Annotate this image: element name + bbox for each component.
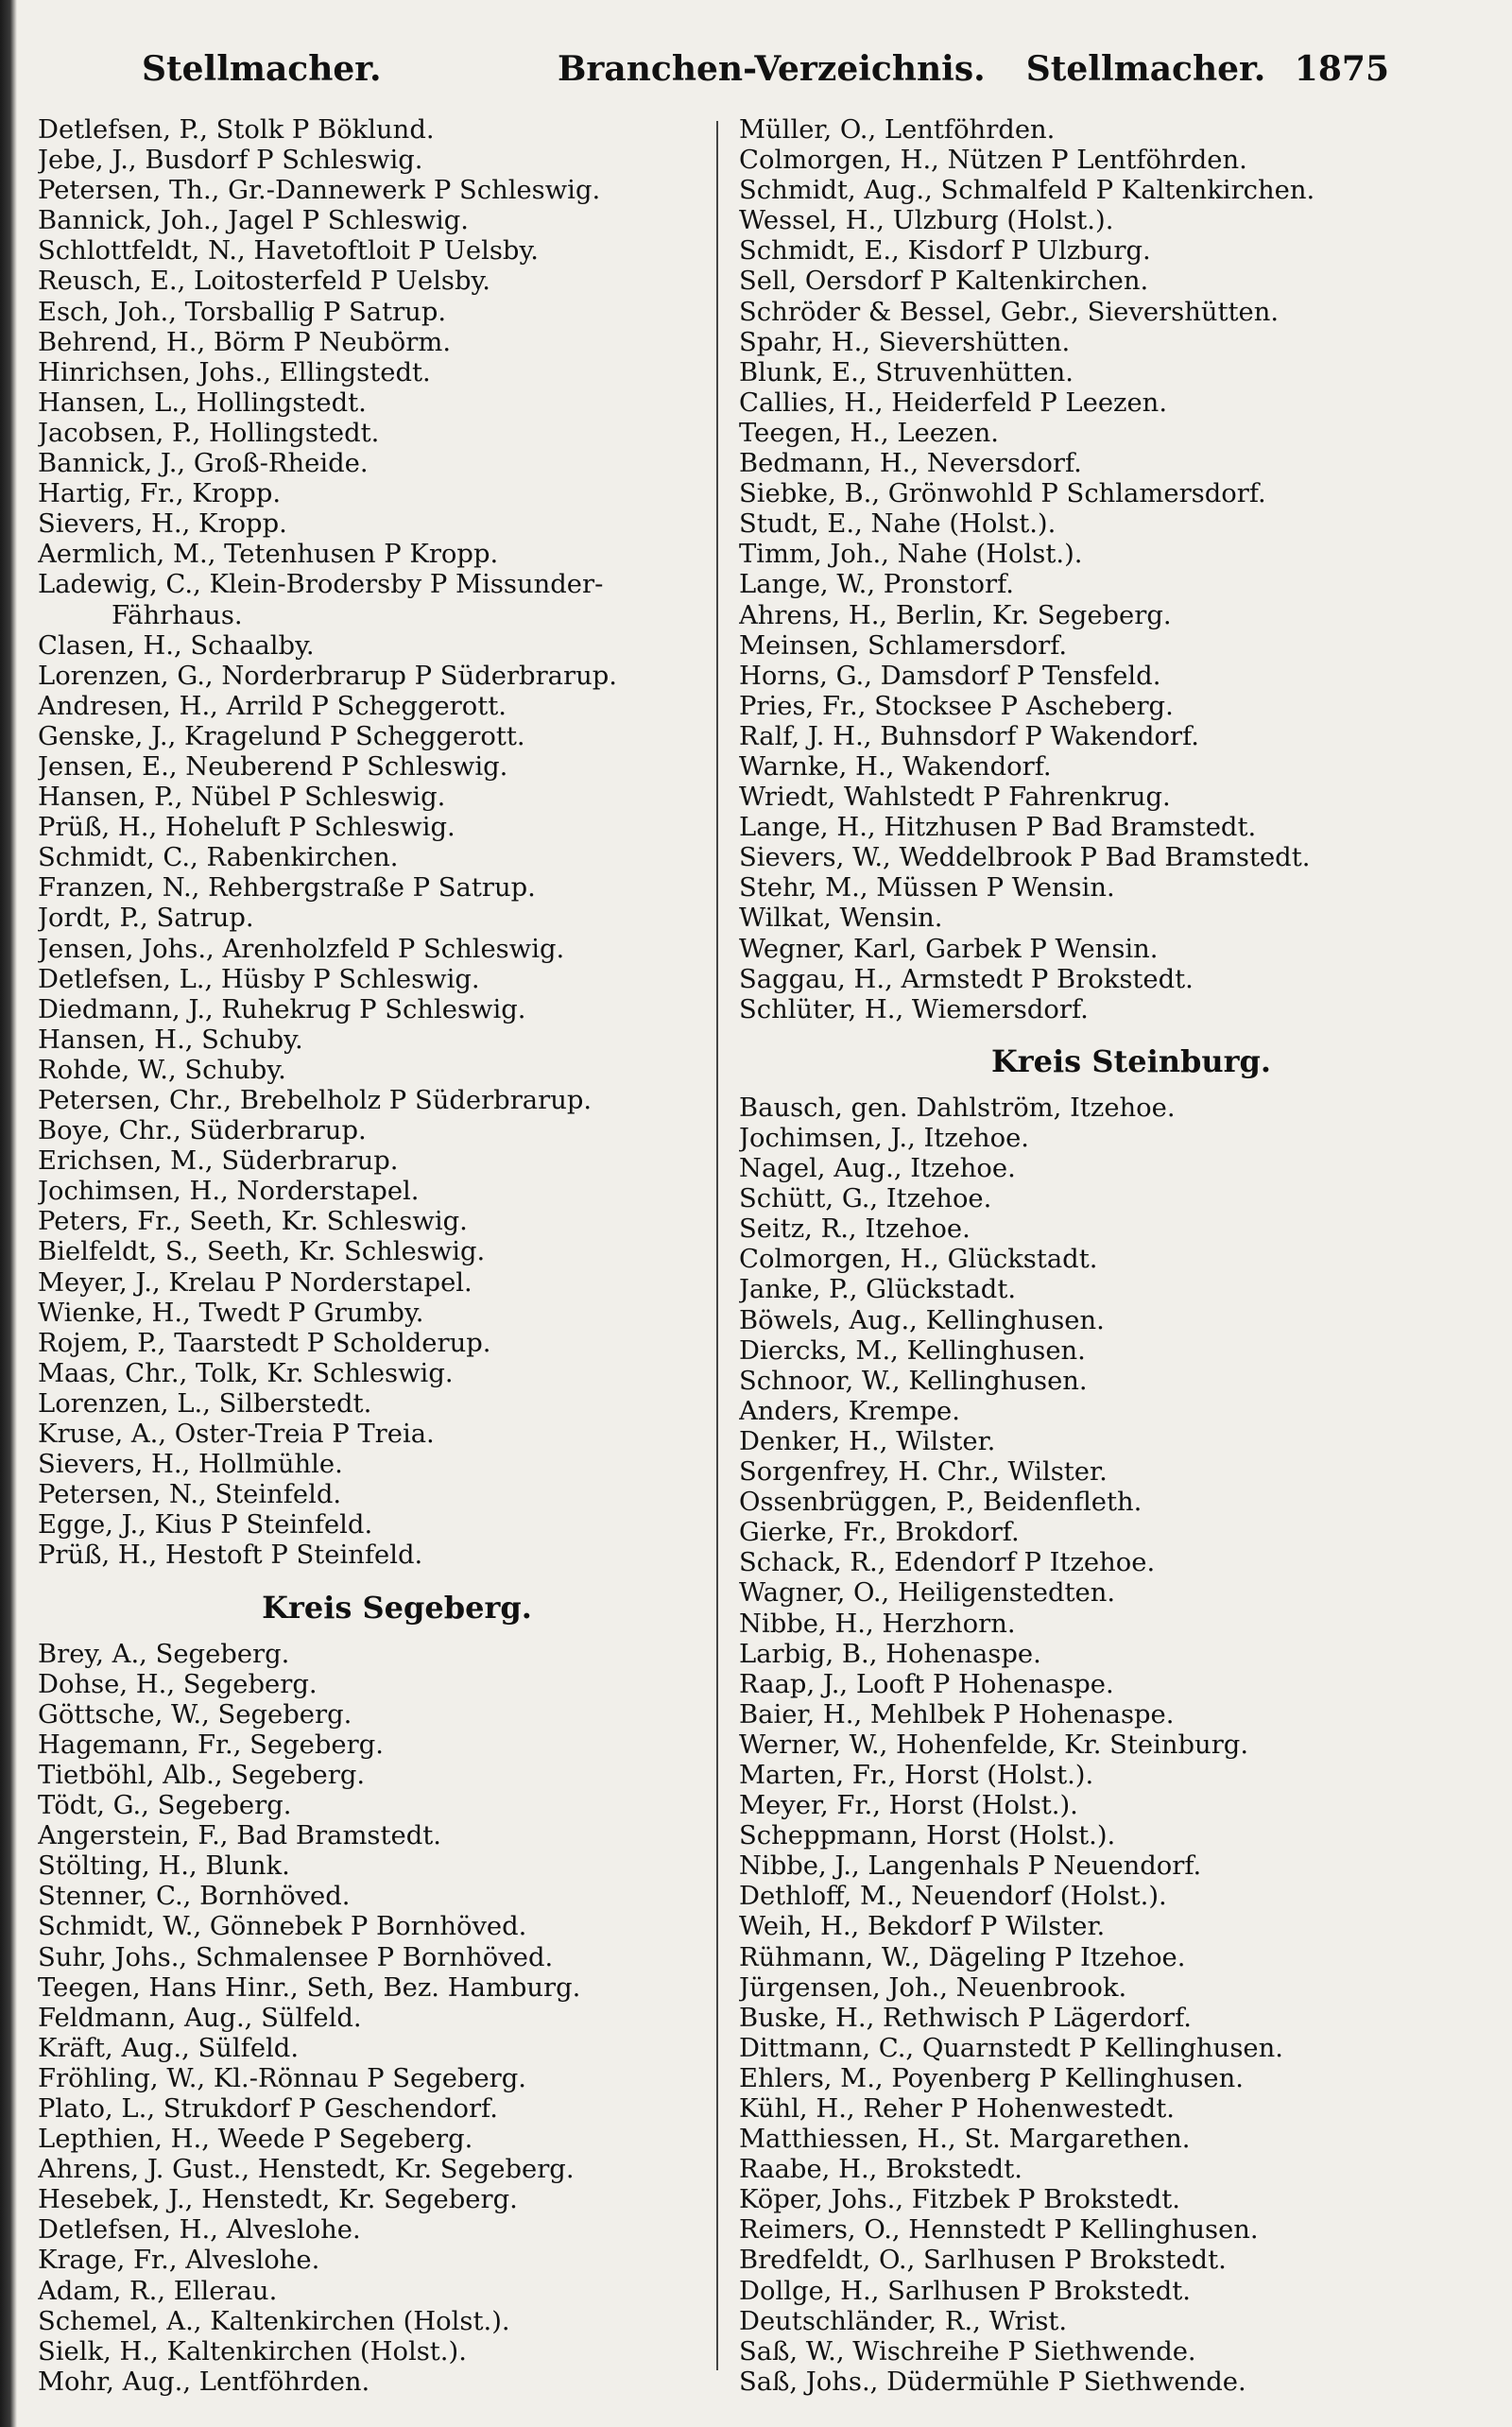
directory-entry: Weih, H., Bekdorf P Wilster. bbox=[739, 1912, 1106, 1942]
directory-entry: Ladewig, C., Klein-Brodersby P Missunder- bbox=[38, 570, 604, 600]
section-heading: Kreis Steinburg. bbox=[990, 1042, 1272, 1079]
directory-entry: Dethloff, M., Neuendorf (Holst.). bbox=[739, 1882, 1167, 1912]
directory-entry: Franzen, N., Rehbergstraße P Satrup. bbox=[38, 873, 536, 904]
directory-entry: Baier, H., Mehlbek P Hohenaspe. bbox=[739, 1699, 1175, 1730]
directory-entry: Meyer, Fr., Horst (Holst.). bbox=[739, 1791, 1078, 1821]
directory-entry: Nibbe, H., Herzhorn. bbox=[739, 1609, 1016, 1639]
directory-entry: Hansen, H., Schuby. bbox=[38, 1024, 303, 1055]
directory-entry: Colmorgen, H., Nützen P Lentföhrden. bbox=[739, 146, 1247, 176]
directory-entry: Schlottfeldt, N., Havetoftloit P Uelsby. bbox=[38, 236, 539, 267]
directory-entry: Prüß, H., Hoheluft P Schleswig. bbox=[38, 813, 455, 843]
directory-entry: Marten, Fr., Horst (Holst.). bbox=[739, 1760, 1094, 1790]
directory-entry: Jochimsen, J., Itzehoe. bbox=[739, 1124, 1029, 1153]
directory-entry: Petersen, N., Steinfeld. bbox=[38, 1480, 342, 1510]
directory-entry: Warnke, H., Wakendorf. bbox=[739, 751, 1052, 782]
directory-entry: Jensen, E., Neuberend P Schleswig. bbox=[38, 751, 508, 782]
directory-entry: Sielk, H., Kaltenkirchen (Holst.). bbox=[38, 2336, 467, 2367]
directory-entry: Mohr, Aug., Lentföhrden. bbox=[38, 2367, 370, 2397]
directory-entry: Genske, J., Kragelund P Scheggerott. bbox=[38, 721, 525, 751]
directory-entry: Ralf, J. H., Buhnsdorf P Wakendorf. bbox=[739, 721, 1199, 751]
directory-entry: Aermlich, M., Tetenhusen P Kropp. bbox=[38, 540, 499, 570]
directory-entry: Feldmann, Aug., Sülfeld. bbox=[38, 2003, 362, 2033]
directory-entry: Detlefsen, P., Stolk P Böklund. bbox=[38, 115, 435, 145]
header-left-title: Stellmacher. bbox=[142, 49, 382, 89]
directory-entry: Lange, W., Pronstorf. bbox=[739, 570, 1014, 600]
directory-entry: Raabe, H., Brokstedt. bbox=[739, 2155, 1022, 2185]
directory-entry: Raap, J., Looft P Hohenaspe. bbox=[739, 1669, 1114, 1699]
right-column bbox=[739, 115, 1486, 2398]
directory-entry: Schnoor, W., Kellinghusen. bbox=[739, 1366, 1088, 1396]
directory-entry: Petersen, Chr., Brebelholz P Süderbrarup. bbox=[38, 1086, 593, 1115]
directory-entry: Wienke, H., Twedt P Grumby. bbox=[38, 1298, 424, 1328]
directory-entry: Jochimsen, H., Norderstapel. bbox=[38, 1177, 420, 1207]
directory-entry: Ahrens, H., Berlin, Kr. Segeberg. bbox=[739, 600, 1172, 630]
directory-entry: Teegen, Hans Hinr., Seth, Bez. Hamburg. bbox=[38, 1972, 581, 2003]
directory-entry: Hagemann, Fr., Segeberg. bbox=[38, 1730, 384, 1760]
directory-entry: Sievers, H., Kropp. bbox=[38, 509, 287, 540]
directory-entry: Sievers, H., Hollmühle. bbox=[38, 1450, 343, 1480]
directory-entry: Hesebek, J., Henstedt, Kr. Segeberg. bbox=[38, 2185, 518, 2215]
directory-entry: Sorgenfrey, H. Chr., Wilster. bbox=[739, 1457, 1108, 1488]
directory-entry: Suhr, Johs., Schmalensee P Bornhöved. bbox=[38, 1942, 554, 1972]
directory-entry: Peters, Fr., Seeth, Kr. Schleswig. bbox=[38, 1207, 468, 1237]
directory-entry: Schütt, G., Itzehoe. bbox=[739, 1184, 992, 1214]
directory-entry: Siebke, B., Grönwohld P Schlamersdorf. bbox=[739, 479, 1266, 509]
directory-entry: Jebe, J., Busdorf P Schleswig. bbox=[38, 146, 423, 176]
directory-entry: Spahr, H., Sievershütten. bbox=[739, 327, 1071, 357]
directory-entry: Bielfeldt, S., Seeth, Kr. Schleswig. bbox=[38, 1237, 486, 1267]
directory-entry: Schemel, A., Kaltenkirchen (Holst.). bbox=[38, 2306, 510, 2336]
directory-entry: Buske, H., Rethwisch P Lägerdorf. bbox=[739, 2003, 1192, 2033]
directory-entry: Hartig, Fr., Kropp. bbox=[38, 479, 282, 509]
directory-entry: Wegner, Karl, Garbek P Wensin. bbox=[739, 934, 1159, 964]
directory-entry: Denker, H., Wilster. bbox=[739, 1426, 996, 1456]
directory-entry: Tietböhl, Alb., Segeberg. bbox=[38, 1760, 366, 1790]
directory-entry: Kühl, H., Reher P Hohenwestedt. bbox=[739, 2094, 1175, 2124]
directory-entry: Gierke, Fr., Brokdorf. bbox=[739, 1518, 1020, 1548]
left-column bbox=[38, 115, 718, 2398]
directory-entry: Anders, Krempe. bbox=[739, 1396, 960, 1426]
directory-entry: Petersen, Th., Gr.-Dannewerk P Schleswig. bbox=[38, 176, 601, 206]
directory-entry: Stehr, M., Müssen P Wensin. bbox=[739, 873, 1115, 904]
directory-entry: Bedmann, H., Neversdorf. bbox=[739, 449, 1082, 479]
directory-entry: Erichsen, M., Süderbrarup. bbox=[38, 1146, 399, 1177]
directory-entry: Wilkat, Wensin. bbox=[739, 904, 943, 934]
directory-entry: Schröder & Bessel, Gebr., Sievershütten. bbox=[739, 297, 1280, 327]
header-right bbox=[1026, 49, 1389, 89]
column-divider bbox=[716, 121, 718, 2370]
page-edge-shadow bbox=[0, 0, 17, 2427]
directory-entry: Pries, Fr., Stocksee P Ascheberg. bbox=[739, 691, 1174, 721]
directory-entry: Schmidt, W., Gönnebek P Bornhöved. bbox=[38, 1912, 527, 1942]
directory-entry: Stölting, H., Blunk. bbox=[38, 1851, 290, 1882]
directory-entry: Reimers, O., Hennstedt P Kellinghusen. bbox=[739, 2215, 1259, 2246]
directory-entry: Meinsen, Schlamersdorf. bbox=[739, 630, 1068, 661]
directory-entry: Kräft, Aug., Sülfeld. bbox=[38, 2033, 300, 2063]
directory-entry: Wessel, H., Ulzburg (Holst.). bbox=[739, 206, 1114, 236]
page-header bbox=[142, 49, 1389, 106]
directory-entry: Janke, P., Glückstadt. bbox=[739, 1275, 1017, 1305]
directory-entry: Fröhling, W., Kl.-Rönnau P Segeberg. bbox=[38, 2063, 527, 2093]
directory-entry: Bannick, Joh., Jagel P Schleswig. bbox=[38, 206, 469, 236]
directory-entry: Krage, Fr., Alveslohe. bbox=[38, 2246, 320, 2276]
directory-entry: Müller, O., Lentföhrden. bbox=[739, 115, 1056, 145]
directory-entry: Hansen, P., Nübel P Schleswig. bbox=[38, 783, 446, 813]
directory-entry: Böwels, Aug., Kellinghusen. bbox=[739, 1305, 1105, 1335]
directory-entry: Diedmann, J., Ruhekrug P Schleswig. bbox=[38, 994, 526, 1024]
directory-entry: Rojem, P., Taarstedt P Scholderup. bbox=[38, 1328, 491, 1358]
directory-entry: Schmidt, C., Rabenkirchen. bbox=[38, 843, 399, 873]
directory-entry: Meyer, J., Krelau P Norderstapel. bbox=[38, 1267, 472, 1298]
directory-entry: Rühmann, W., Dägeling P Itzehoe. bbox=[739, 1942, 1186, 1972]
directory-entry: Schlüter, H., Wiemersdorf. bbox=[739, 994, 1089, 1024]
section-heading: Kreis Segeberg. bbox=[262, 1589, 532, 1626]
directory-entry: Teegen, H., Leezen. bbox=[739, 418, 999, 448]
directory-entry: Matthiessen, H., St. Margarethen. bbox=[739, 2125, 1191, 2155]
directory-entry: Stenner, C., Bornhöved. bbox=[38, 1882, 351, 1912]
directory-entry: Dollge, H., Sarlhusen P Brokstedt. bbox=[739, 2276, 1191, 2306]
directory-entry: Deutschländer, R., Wrist. bbox=[739, 2306, 1068, 2336]
directory-entry: Adam, R., Ellerau. bbox=[38, 2276, 278, 2306]
directory-entry: Sell, Oersdorf P Kaltenkirchen. bbox=[739, 267, 1149, 297]
directory-entry: Wagner, O., Heiligenstedten. bbox=[739, 1578, 1116, 1609]
directory-entry: Detlefsen, H., Alveslohe. bbox=[38, 2215, 361, 2246]
directory-entry: Sievers, W., Weddelbrook P Bad Bramstedt. bbox=[739, 843, 1311, 873]
directory-entry: Hansen, L., Hollingstedt. bbox=[38, 387, 367, 418]
directory-entry: Brey, A., Segeberg. bbox=[38, 1639, 290, 1669]
directory-entry: Larbig, B., Hohenaspe. bbox=[739, 1639, 1041, 1669]
directory-entry: Rohde, W., Schuby. bbox=[38, 1055, 286, 1085]
directory-entry: Lepthien, H., Weede P Segeberg. bbox=[38, 2125, 473, 2155]
directory-entry: Boye, Chr., Süderbrarup. bbox=[38, 1116, 367, 1146]
directory-entry: Saß, W., Wischreihe P Siethwende. bbox=[739, 2336, 1196, 2367]
directory-entry: Ehlers, M., Poyenberg P Kellinghusen. bbox=[739, 2063, 1244, 2093]
directory-entry: Seitz, R., Itzehoe. bbox=[739, 1214, 971, 1245]
directory-entry: Jürgensen, Joh., Neuenbrook. bbox=[739, 1972, 1127, 2003]
directory-entry: Schmidt, E., Kisdorf P Ulzburg. bbox=[739, 236, 1151, 267]
directory-entry: Blunk, E., Struvenhütten. bbox=[739, 357, 1074, 387]
directory-entry: Callies, H., Heiderfeld P Leezen. bbox=[739, 387, 1168, 418]
directory-entry: Saggau, H., Armstedt P Brokstedt. bbox=[739, 964, 1194, 994]
directory-entry: Lange, H., Hitzhusen P Bad Bramstedt. bbox=[739, 813, 1257, 843]
directory-entry: Behrend, H., Börm P Neubörm. bbox=[38, 327, 452, 357]
directory-entry: Wriedt, Wahlstedt P Fahrenkrug. bbox=[739, 783, 1171, 813]
directory-entry: Dittmann, C., Quarnstedt P Kellinghusen. bbox=[739, 2033, 1283, 2063]
directory-entry: Werner, W., Hohenfelde, Kr. Steinburg. bbox=[739, 1730, 1249, 1760]
directory-entry: Clasen, H., Schaalby. bbox=[38, 630, 315, 661]
directory-entry: Tödt, G., Segeberg. bbox=[38, 1791, 292, 1821]
directory-entry: Köper, Johs., Fitzbek P Brokstedt. bbox=[739, 2185, 1180, 2215]
directory-entry: Angerstein, F., Bad Bramstedt. bbox=[38, 1821, 441, 1851]
directory-entry: Schmidt, Aug., Schmalfeld P Kaltenkirchen. bbox=[739, 176, 1315, 206]
directory-entry: Horns, G., Damsdorf P Tensfeld. bbox=[739, 661, 1161, 691]
directory-entry: Prüß, H., Hestoft P Steinfeld. bbox=[38, 1541, 423, 1571]
directory-entry: Lorenzen, L., Silberstedt. bbox=[38, 1388, 372, 1419]
directory-entry: Kruse, A., Oster-Treia P Treia. bbox=[38, 1420, 435, 1450]
directory-entry: Detlefsen, L., Hüsby P Schleswig. bbox=[38, 964, 480, 994]
directory-entry: Jacobsen, P., Hollingstedt. bbox=[38, 418, 380, 448]
directory-entry: Ahrens, J. Gust., Henstedt, Kr. Segeberg. bbox=[38, 2155, 575, 2185]
header-right-title: Stellmacher. bbox=[1025, 49, 1266, 89]
directory-entry: Jensen, Johs., Arenholzfeld P Schleswig. bbox=[38, 934, 565, 964]
directory-entry: Diercks, M., Kellinghusen. bbox=[739, 1335, 1086, 1366]
directory-entry: Dohse, H., Segeberg. bbox=[38, 1669, 318, 1699]
directory-entry: Saß, Johs., Düdermühle P Siethwende. bbox=[739, 2367, 1246, 2397]
directory-entry: Scheppmann, Horst (Holst.). bbox=[739, 1821, 1116, 1851]
directory-entry: Jordt, P., Satrup. bbox=[38, 904, 254, 934]
header-center-title: Branchen-Verzeichnis. bbox=[558, 49, 986, 89]
entry-continuation: Fährhaus. bbox=[112, 600, 243, 630]
page-number: 1875 bbox=[1294, 49, 1389, 89]
directory-entry: Esch, Joh., Torsballig P Satrup. bbox=[38, 297, 447, 327]
directory-entry: Bannick, J., Groß-Rheide. bbox=[38, 449, 369, 479]
directory-entry: Schack, R., Edendorf P Itzehoe. bbox=[739, 1548, 1156, 1578]
directory-entry: Göttsche, W., Segeberg. bbox=[38, 1699, 352, 1730]
directory-entry: Ossenbrüggen, P., Beidenfleth. bbox=[739, 1488, 1143, 1518]
directory-entry: Egge, J., Kius P Steinfeld. bbox=[38, 1510, 373, 1541]
directory-entry: Lorenzen, G., Norderbrarup P Süderbrarup. bbox=[38, 661, 617, 691]
directory-entry: Colmorgen, H., Glückstadt. bbox=[739, 1245, 1098, 1275]
directory-entry: Nagel, Aug., Itzehoe. bbox=[739, 1154, 1016, 1184]
directory-entry: Maas, Chr., Tolk, Kr. Schleswig. bbox=[38, 1358, 454, 1388]
directory-entry: Studt, E., Nahe (Holst.). bbox=[739, 509, 1057, 540]
directory-entry: Andresen, H., Arrild P Scheggerott. bbox=[38, 691, 507, 721]
directory-entry: Reusch, E., Loitosterfeld P Uelsby. bbox=[38, 267, 491, 297]
directory-entry: Plato, L., Strukdorf P Geschendorf. bbox=[38, 2094, 498, 2124]
directory-entry: Bausch, gen. Dahlström, Itzehoe. bbox=[739, 1093, 1176, 1123]
directory-entry: Timm, Joh., Nahe (Holst.). bbox=[739, 540, 1083, 570]
directory-entry: Nibbe, J., Langenhals P Neuendorf. bbox=[739, 1851, 1202, 1882]
directory-entry: Hinrichsen, Johs., Ellingstedt. bbox=[38, 357, 431, 387]
directory-entry: Bredfeldt, O., Sarlhusen P Brokstedt. bbox=[739, 2246, 1227, 2276]
